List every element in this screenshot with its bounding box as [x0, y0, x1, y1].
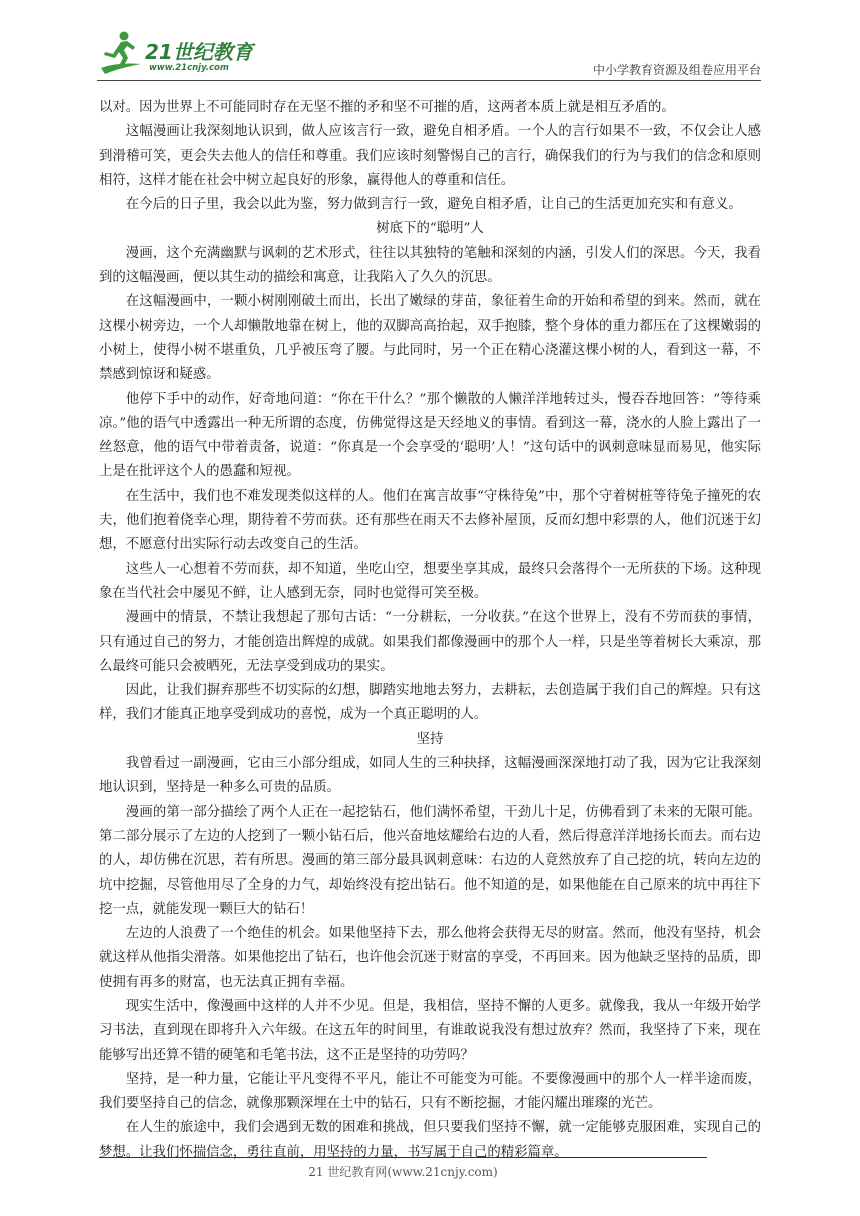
essay-section [99, 728, 761, 1165]
platform-name: 中小学教育资源及组卷应用平台 [592, 63, 761, 77]
brand-name: 21世纪教育 [145, 40, 253, 64]
footer-divider [99, 1157, 707, 1158]
article-body [99, 96, 761, 1165]
essay-title: 坚持 [416, 731, 444, 747]
paragraph: 这些人一心想着不劳而获，却不知道，坐吃山空，想要坐享其成，最终只会落得个一无所获的下场。这种现象在当代社会中屡见不鲜，让人感到无奈，同时也觉得可笑至极。 [99, 561, 761, 601]
paragraph: 我曾看过一副漫画，它由三小部分组成，如同人生的三种抉择，这幅漫画深深地打动了我，因为它让我深刻地认识到，坚持是一种多么可贵的品质。 [99, 756, 761, 796]
essay-title: 树底下的“聪明”人 [376, 221, 484, 237]
paragraph: 坚持，是一种力量，它能让平凡变得不平凡，能让不可能变为可能。不要像漫画中的那个人一样半途而废，我们要坚持自己的信念，就像那颗深埋在土中的钻石，只有不断挖掘，才能闪耀出璀璨的光芒。 [99, 1071, 761, 1112]
page-header [97, 28, 761, 78]
paragraph: 左边的人浪费了一个绝佳的机会。如果他坚持下去，那么他将会获得无尽的财富。然而，他没有坚持，机会就这样从他指尖滑落。如果他挖出了钻石，也许他会沉迷于财富的享受，不再回来。因为他缺乏坚持的品质，即使拥有再多的财富，也无法真正拥有幸福。 [99, 926, 761, 990]
essay-section [99, 217, 761, 727]
paragraph: 这幅漫画让我深刻地认识到，做人应该言行一致，避免自相矛盾。一个人的言行如果不一致，不仅会让人感到滑稽可笑，更会失去他人的信任和尊重。我们应该时刻警惕自己的言行，确保我们的行为与我们的信念和原则相符，这样才能在社会中树立起良好的形象，赢得他人的尊重和信任。 [99, 124, 761, 188]
paragraph: 现实生活中，像漫画中这样的人并不少见。但是，我相信，坚持不懈的人更多。就像我，我从一年级开始学习书法，直到现在即将升入六年级。在这五年的时间里，有谁敢说我没有想过放弃？然而，我坚持了下来，现在能够写出还算不错的硬笔和毛笔书法，这不正是坚持的功劳吗？ [99, 998, 761, 1063]
header-divider [97, 80, 761, 81]
page-footer[interactable]: 21 世纪教育网(www.21cnjy.com) [308, 1165, 498, 1179]
paragraph: 在生活中，我们也不难发现类似这样的人。他们在寓言故事“守株待兔”中，那个守着树桩等待兔子撞死的农夫，他们抱着侥幸心理，期待着不劳而获。还有那些在雨天不去修补屋顶，反而幻想中彩票的人，他们沉迷于幻想，不愿意付出实际行动去改变自己的生活。 [99, 488, 761, 553]
paragraph: 在这幅漫画中，一颗小树刚刚破土而出，长出了嫩绿的芽苗，象征着生命的开始和希望的到来。然而，就在这棵小树旁边，一个人却懒散地靠在树上，他的双脚高高抬起，双手抱膝，整个身体的重力都压在了这棵嫩弱的小树上，使得小树不堪重负，几乎被压弯了腰。与此同时，另一个正在精心浇灌这棵小树的人，看到这一幕，不禁感到惊讶和疑惑。 [99, 294, 761, 383]
paragraph: 在人生的旅途中，我们会遇到无数的困难和挑战，但只要我们坚持不懈，就一定能够克服困难，实现自己的梦想。让我们怀揣信念，勇往直前，用坚持的力量，书写属于自己的精彩篇章。 [99, 1120, 761, 1160]
paragraph: 漫画的第一部分描绘了两个人正在一起挖钻石，他们满怀希望，干劲儿十足，仿佛看到了未来的无限可能。第二部分展示了左边的人挖到了一颗小钻石后，他兴奋地炫耀给右边的人看，然后得意洋洋地扬长而去。而右边的人，却仿佛在沉思，若有所思。漫画的第三部分最具讽刺意味：右边的人竟然放弃了自己挖的坑，转向左边的坑中挖掘，尽管他用尽了全身的力气，却始终没有挖出钻石。他不知道的是，如果他能在自己原来的坑中再往下挖一点，就能发现一颗巨大的钻石！ [99, 804, 761, 917]
paragraph: 在今后的日子里，我会以此为鉴，努力做到言行一致，避免自相矛盾，让自己的生活更加充实和有意义。 [125, 197, 742, 213]
essay-section [99, 96, 761, 217]
paragraph: 因此，让我们摒弃那些不切实际的幻想，脚踏实地地去努力，去耕耘，去创造属于我们自己的辉煌。只有这样，我们才能真正地享受到成功的喜悦，成为一个真正聪明的人。 [99, 683, 761, 723]
brand-logo[interactable] [97, 28, 277, 76]
runner-logo-icon [97, 28, 147, 76]
paragraph: 以对。因为世界上不可能同时存在无坚不摧的矛和坚不可摧的盾，这两者本质上就是相互矛盾的。 [99, 100, 675, 115]
paragraph: 漫画中的情景，不禁让我想起了那句古话：“一分耕耘，一分收获。”在这个世界上，没有不劳而获的事情，只有通过自己的努力，才能创造出辉煌的成就。如果我们都像漫画中的那个人一样，只是坐等着树长大乘凉，那么最终可能只会被晒死，无法享受到成功的果实。 [99, 610, 761, 674]
paragraph: 漫画，这个充满幽默与讽刺的艺术形式，往往以其独特的笔触和深刻的内涵，引发人们的深思。今天，我看到的这幅漫画，便以其生动的描绘和寓意，让我陷入了久久的沉思。 [99, 245, 761, 286]
paragraph: 他停下手中的动作，好奇地问道：“你在干什么？”那个懒散的人懒洋洋地转过头，慢吞吞地回答：“等待乘凉。”他的语气中透露出一种无所谓的态度，仿佛觉得这是天经地义的事情。看到这一幕，浇水的人脸上露出了一丝怒意，他的语气中带着责备，说道：“你真是一个会享受的‘聪明’人！”这句话中的讽刺意味显而易见，他实际上是在批评这个人的愚蠢和短视。 [99, 391, 761, 480]
brand-url: www.21cnjy.com [149, 63, 229, 73]
